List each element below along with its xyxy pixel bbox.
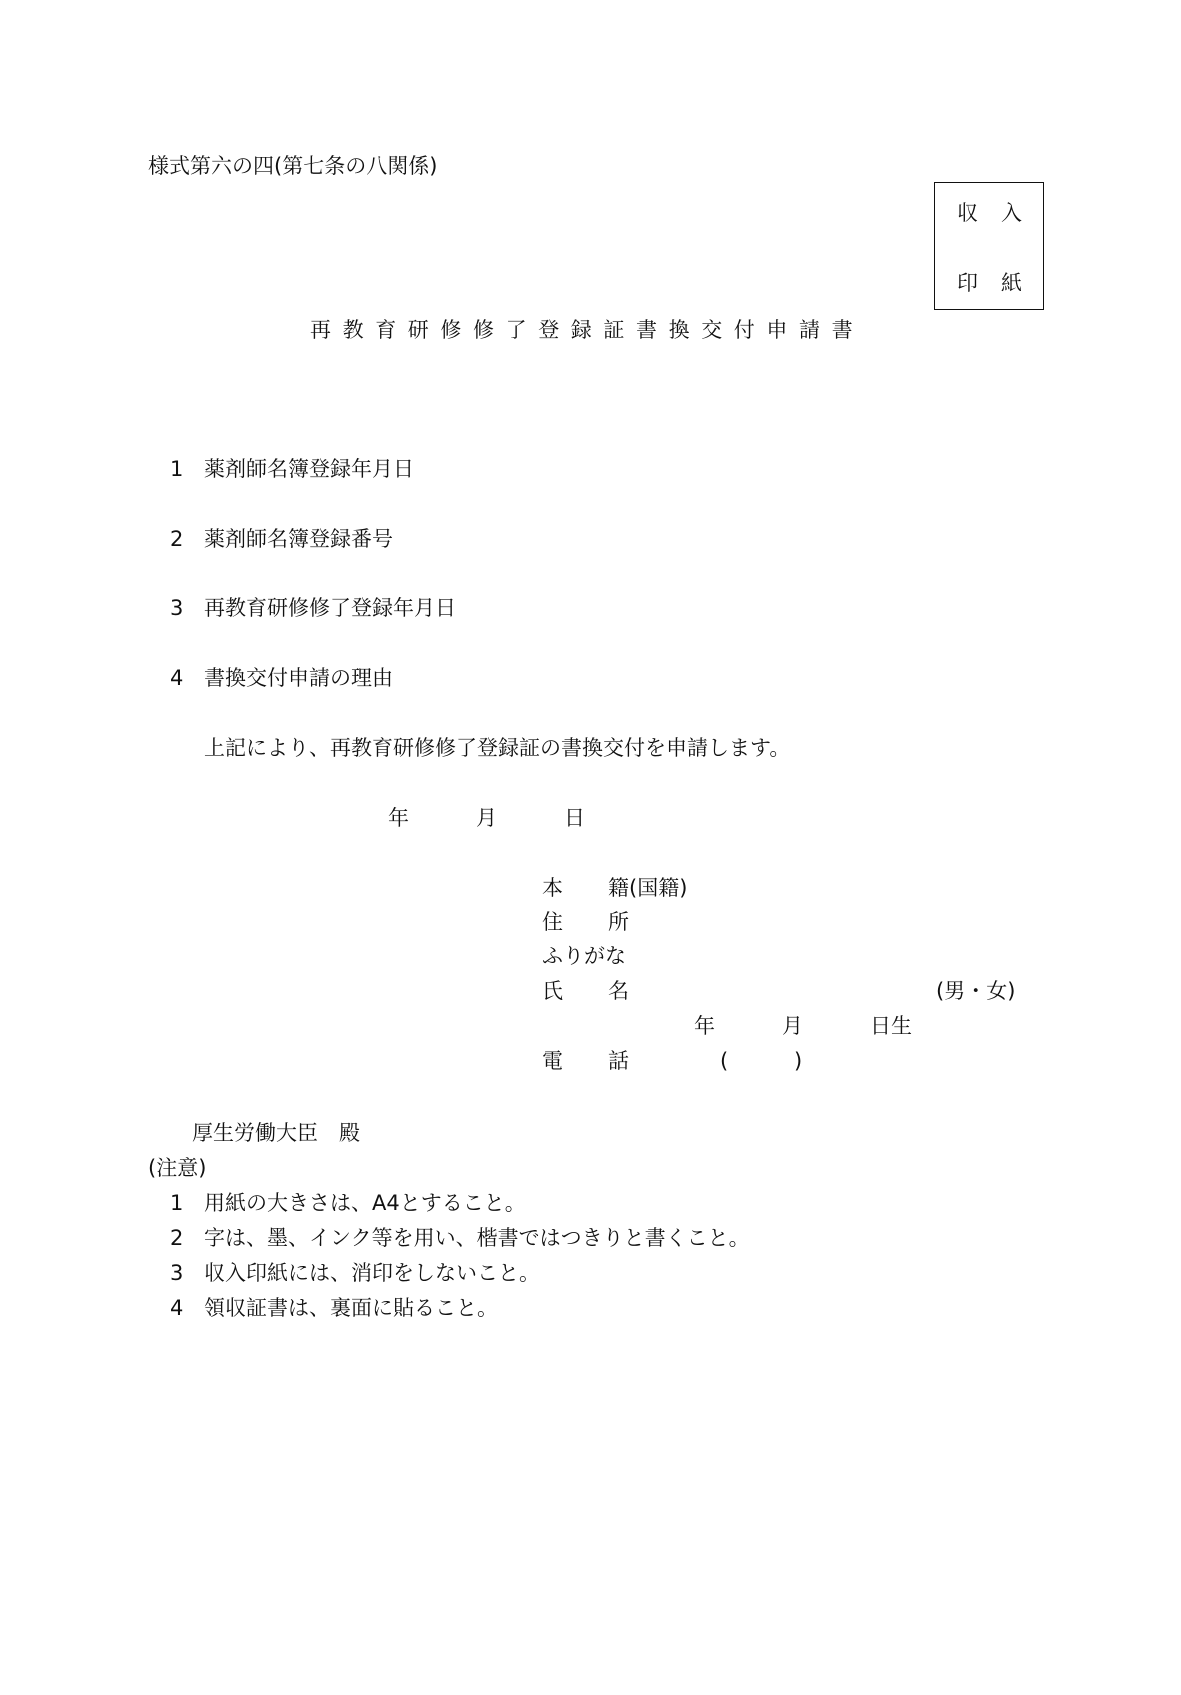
note-text: 字は、墨、インク等を用い、楷書ではつきりと書くこと。 [204,1226,750,1250]
birth-month-label: 月 [782,1014,803,1038]
note-text: 用紙の大きさは、A4とすること。 [204,1191,526,1215]
birth-day-label: 日生 [870,1014,912,1038]
phone-area-close: ) [794,1049,803,1073]
item-number: 1 [170,457,184,481]
note-number: 3 [170,1261,184,1285]
domicile-label: 本 [542,876,563,900]
item-number: 3 [170,596,184,620]
item-number: 4 [170,666,184,690]
note-number: 4 [170,1296,184,1320]
addressee: 厚生労働大臣 殿 [192,1121,360,1145]
item-label: 薬剤師名簿登録番号 [204,527,393,551]
stamp-box-char: 印 [957,271,978,295]
phone-area-open: ( [720,1049,729,1073]
item-number: 2 [170,527,184,551]
item-label: 再教育研修修了登録年月日 [204,596,456,620]
document-title: 再教育研修修了登録証書換交付申請書 [310,318,865,342]
address-label: 所 [608,910,629,934]
stamp-box-char: 収 [957,201,978,225]
declaration-text: 上記により、再教育研修修了登録証の書換交付を申請します。 [204,736,791,760]
name-label: 名 [608,979,629,1003]
item-label: 薬剤師名簿登録年月日 [204,457,414,481]
note-text: 収入印紙には、消印をしないこと。 [204,1261,540,1285]
date-year-label: 年 [388,806,409,830]
gender-option: (男・女) [936,979,1016,1003]
notes-heading: (注意) [148,1156,207,1180]
stamp-box-char: 入 [1001,201,1022,225]
stamp-box-char: 紙 [1001,271,1022,295]
note-number: 2 [170,1226,184,1250]
phone-label: 電 [542,1049,563,1073]
form-number: 様式第六の四(第七条の八関係) [148,154,438,178]
phone-label: 話 [608,1049,629,1073]
date-month-label: 月 [476,806,497,830]
birth-year-label: 年 [694,1014,715,1038]
domicile-label: 籍(国籍) [608,876,688,900]
name-label: 氏 [542,979,563,1003]
date-day-label: 日 [564,806,585,830]
address-label: 住 [542,910,563,934]
note-text: 領収証書は、裏面に貼ること。 [204,1296,498,1320]
furigana-label: ふりがな [542,944,626,968]
item-label: 書換交付申請の理由 [204,666,393,690]
note-number: 1 [170,1191,184,1215]
revenue-stamp-box [934,182,1044,310]
